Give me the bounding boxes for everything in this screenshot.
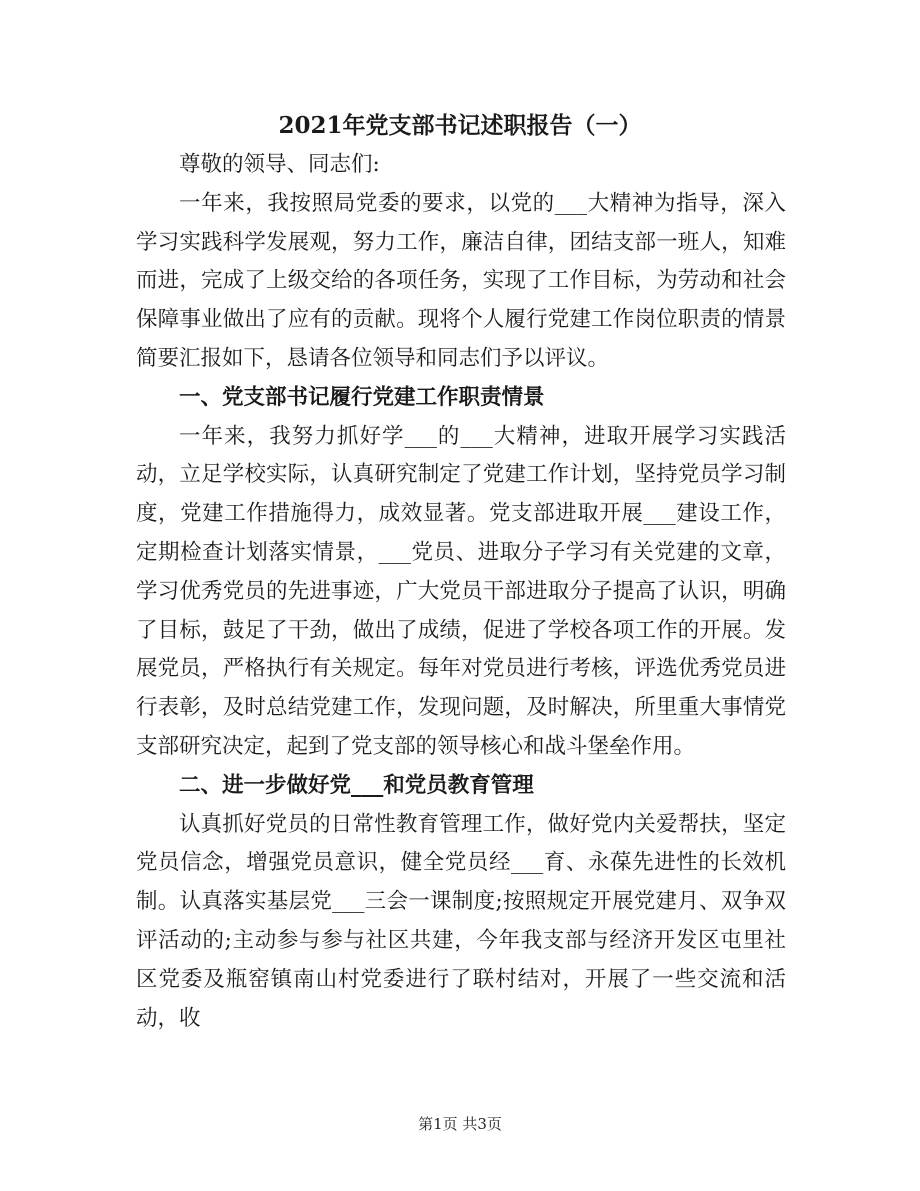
section-text-1: 一年来，我努力抓好学___的___大精神，进取开展学习实践活动，立足学校实际，认真研究制定了党建工作计划，坚持党员学习制度，党建工作措施得力，成效显著。党支部进取开展___建设工作，定期检查计划落实情景，___党员、进取分子学习有关党建的文章，学习优秀党员的先进事迹，广大党员干部进取分子提高了认识，明确了目标，鼓足了干劲，做出了成绩，促进了学校各项工作的开展。发展党员，严格执行有关规定。每年对党员进行考核，评选优秀党员进行表彰，及时总结党建工作，发现问题，及时解决，所里重大事情党支部研究决定，起到了党支部的领导核心和战斗堡垒作用。 (136, 423, 786, 759)
section-heading-1: 一、党支部书记履行党建工作职责情景 (179, 384, 545, 410)
salutation: 尊敬的领导、同志们: (179, 152, 380, 177)
document-title: 2021年党支部书记述职报告（一） (278, 112, 642, 139)
intro-paragraph: 一年来，我按照局党委的要求，以党的___大精神为指导，深入学习实践科学发展观，努力工作，廉洁自律，团结支部一班人，知难而进，完成了上级交给的各项任务，实现了工作目标，为劳动和社会保障事业做出了应有的贡献。现将个人履行党建工作岗位职责的情景简要汇报如下，恳请各位领导和同志们予以评议。 (136, 190, 786, 371)
page-number: 第1页 共3页 (418, 1115, 502, 1133)
section-text-2: 认真抓好党员的日常性教育管理工作，做好党内关爱帮扶，坚定党员信念，增强党员意识，健全党员经___育、永葆先进性的长效机制。认真落实基层党___三会一课制度;按照规定开展党建月、双争双评活动的;主动参与参与社区共建，今年我支部与经济开发区屯里社区党委及瓶窑镇南山村党委进行了联村结对，开展了一些交流和活动，收 (136, 811, 786, 1031)
document-body (136, 146, 786, 1038)
section-heading-2: 二、进一步做好党___和党员教育管理 (179, 772, 534, 798)
